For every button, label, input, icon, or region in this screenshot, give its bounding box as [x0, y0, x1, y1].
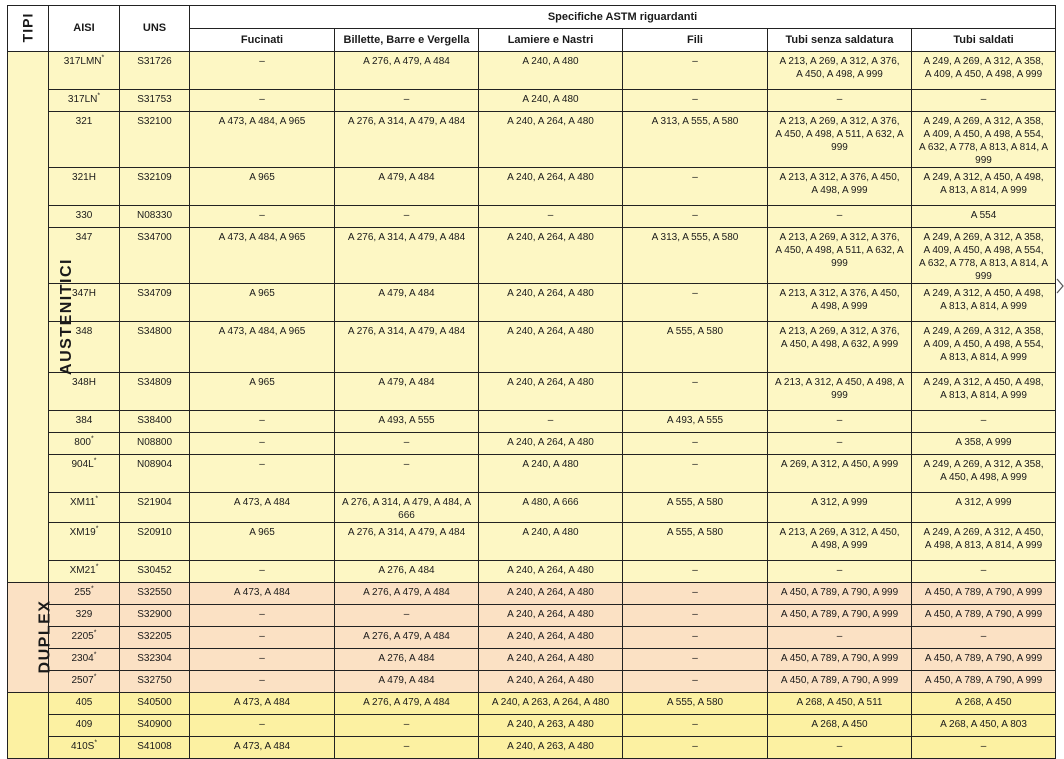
aisi-header: AISI [49, 6, 120, 52]
cell-uns: S32550 [120, 583, 190, 605]
aisi-value: XM19 [69, 527, 96, 538]
table-row [8, 411, 1056, 433]
cell-uns: S34800 [120, 322, 190, 373]
cell-fucinati: – [190, 455, 335, 493]
table-row [8, 90, 1056, 112]
cell-aisi [49, 493, 120, 523]
table-body [8, 52, 1056, 759]
cell-fili: – [623, 206, 768, 228]
cell-fucinati: A 473, A 484 [190, 583, 335, 605]
table-row [8, 433, 1056, 455]
aisi-value: 317LMN [63, 56, 102, 67]
chevron-right-icon [1056, 278, 1064, 294]
cell-fucinati: A 473, A 484, A 965 [190, 322, 335, 373]
cell-tubi-senza-saldatura: – [768, 433, 912, 455]
cell-billette: A 479, A 484 [335, 671, 479, 693]
cell-tubi-senza-saldatura: A 213, A 269, A 312, A 376, A 450, A 498, A 999 [768, 52, 912, 90]
cell-fucinati: A 965 [190, 523, 335, 561]
aisi-value: 317LN [67, 94, 98, 105]
asterisk-mark: * [95, 495, 99, 503]
cell-tubi-senza-saldatura: – [768, 737, 912, 759]
cell-tubi-senza-saldatura: – [768, 206, 912, 228]
cell-lamiere: A 240, A 263, A 480 [479, 737, 623, 759]
cell-billette: A 276, A 314, A 479, A 484 [335, 523, 479, 561]
asterisk-mark: * [95, 563, 99, 571]
cell-tubi-saldati: A 249, A 312, A 450, A 498, A 813, A 814, A 999 [912, 373, 1056, 411]
cell-fucinati: – [190, 52, 335, 90]
aisi-value: 255 [74, 587, 91, 598]
cell-tubi-senza-saldatura: A 213, A 269, A 312, A 450, A 498, A 999 [768, 523, 912, 561]
cell-lamiere: A 240, A 264, A 480 [479, 168, 623, 206]
cell-fucinati: – [190, 715, 335, 737]
cell-fucinati: – [190, 649, 335, 671]
aisi-value: 2205 [71, 631, 94, 642]
cell-fucinati: – [190, 411, 335, 433]
cell-tubi-saldati: A 268, A 450 [912, 693, 1056, 715]
cell-fucinati: – [190, 433, 335, 455]
table-row [8, 561, 1056, 583]
aisi-value: XM21 [69, 565, 96, 576]
cell-lamiere: A 240, A 480 [479, 455, 623, 493]
table-row [8, 168, 1056, 206]
aisi-value: 2304 [71, 653, 94, 664]
asterisk-mark: * [93, 673, 97, 681]
cell-fucinati: – [190, 90, 335, 112]
cell-uns: S32205 [120, 627, 190, 649]
group-austenitici [8, 52, 75, 583]
cell-billette: – [335, 715, 479, 737]
cell-lamiere: A 240, A 480 [479, 523, 623, 561]
cell-tubi-saldati: A 450, A 789, A 790, A 999 [912, 671, 1056, 693]
col-header-lamiere: Lamiere e Nastri [479, 29, 623, 52]
cell-uns: S34809 [120, 373, 190, 411]
table-row [8, 493, 1056, 523]
cell-tubi-senza-saldatura: A 450, A 789, A 790, A 999 [768, 671, 912, 693]
cell-aisi [49, 411, 120, 433]
cell-tubi-saldati: – [912, 411, 1056, 433]
table-row [8, 737, 1056, 759]
cell-fucinati: A 473, A 484, A 965 [190, 112, 335, 168]
table-row [8, 605, 1056, 627]
table-row [8, 373, 1056, 411]
cell-fucinati: A 473, A 484, A 965 [190, 228, 335, 284]
aisi-value: 330 [75, 210, 93, 221]
table-row [8, 627, 1056, 649]
cell-billette: – [335, 737, 479, 759]
cell-fili: – [623, 433, 768, 455]
group-duplex [8, 583, 54, 693]
cell-uns: S32900 [120, 605, 190, 627]
table-row [8, 583, 1056, 605]
cell-tubi-senza-saldatura: A 213, A 312, A 376, A 450, A 498, A 999 [768, 284, 912, 322]
cell-billette: A 276, A 484 [335, 649, 479, 671]
aisi-value: 347H [72, 288, 96, 299]
cell-fucinati: A 473, A 484 [190, 693, 335, 715]
cell-aisi [49, 112, 120, 168]
cell-aisi [49, 433, 120, 455]
aisi-value: 800 [74, 437, 91, 448]
cell-aisi [49, 649, 120, 671]
col-header-tubi-senza-saldatura: Tubi senza saldatura [768, 29, 912, 52]
cell-fucinati: A 965 [190, 168, 335, 206]
cell-tubi-saldati: A 450, A 789, A 790, A 999 [912, 649, 1056, 671]
cell-billette: – [335, 455, 479, 493]
cell-fili: – [623, 605, 768, 627]
cell-fili: – [623, 373, 768, 411]
cell-fucinati: – [190, 561, 335, 583]
cell-tubi-senza-saldatura: A 268, A 450 [768, 715, 912, 737]
col-header-fucinati: Fucinati [190, 29, 335, 52]
cell-aisi [49, 561, 120, 583]
col-header-tubi-saldati: Tubi saldati [912, 29, 1056, 52]
astm-group-header: Specifiche ASTM riguardanti [190, 6, 1056, 29]
cell-tubi-saldati: A 249, A 269, A 312, A 358, A 450, A 498, A 999 [912, 455, 1056, 493]
cell-tubi-saldati: A 249, A 269, A 312, A 358, A 409, A 450, A 498, A 554, A 813, A 814, A 999 [912, 322, 1056, 373]
cell-lamiere: A 240, A 264, A 480 [479, 605, 623, 627]
cell-fucinati: – [190, 671, 335, 693]
cell-aisi [49, 523, 120, 561]
cell-billette: A 276, A 314, A 479, A 484 [335, 228, 479, 284]
aisi-value: 348 [75, 326, 93, 337]
cell-billette: A 276, A 314, A 479, A 484 [335, 322, 479, 373]
cell-billette: A 276, A 314, A 479, A 484 [335, 112, 479, 168]
cell-fili: A 555, A 580 [623, 523, 768, 561]
cell-aisi [49, 693, 120, 715]
cell-uns: S40900 [120, 715, 190, 737]
aisi-value: 384 [75, 415, 93, 426]
cell-tubi-saldati: – [912, 627, 1056, 649]
table-row [8, 693, 1056, 715]
cell-uns: S38400 [120, 411, 190, 433]
cell-billette: A 276, A 314, A 479, A 484, A 666 [335, 493, 479, 523]
col-header-billette: Billette, Barre e Vergella [335, 29, 479, 52]
aisi-value: 348H [72, 377, 96, 388]
cell-uns: S32304 [120, 649, 190, 671]
cell-fucinati: A 473, A 484 [190, 737, 335, 759]
cell-aisi [49, 605, 120, 627]
cell-uns: N08800 [120, 433, 190, 455]
asterisk-mark: * [97, 92, 101, 100]
cell-fucinati: A 965 [190, 284, 335, 322]
cell-lamiere: A 240, A 264, A 480 [479, 561, 623, 583]
cell-billette: – [335, 605, 479, 627]
cell-fili: – [623, 90, 768, 112]
asterisk-mark: * [90, 585, 94, 593]
cell-tubi-saldati: A 358, A 999 [912, 433, 1056, 455]
cell-tubi-saldati: A 450, A 789, A 790, A 999 [912, 583, 1056, 605]
cell-tubi-saldati: A 249, A 269, A 312, A 358, A 409, A 450, A 498, A 999 [912, 52, 1056, 90]
cell-tubi-saldati: – [912, 90, 1056, 112]
cell-tubi-senza-saldatura: A 450, A 789, A 790, A 999 [768, 605, 912, 627]
cell-aisi [49, 52, 120, 90]
cell-fili: – [623, 561, 768, 583]
cell-lamiere: A 240, A 264, A 480 [479, 627, 623, 649]
cell-uns: S40500 [120, 693, 190, 715]
cell-fili: – [623, 715, 768, 737]
cell-fili: A 313, A 555, A 580 [623, 228, 768, 284]
cell-billette: – [335, 433, 479, 455]
table-row [8, 228, 1056, 284]
aisi-value: 329 [75, 609, 93, 620]
cell-lamiere: A 240, A 264, A 480 [479, 228, 623, 284]
asterisk-mark: * [90, 435, 94, 443]
cell-lamiere: A 240, A 264, A 480 [479, 583, 623, 605]
cell-fucinati: – [190, 206, 335, 228]
cell-billette: A 479, A 484 [335, 168, 479, 206]
cell-tubi-saldati: A 268, A 450, A 803 [912, 715, 1056, 737]
table-row [8, 455, 1056, 493]
cell-uns: S31726 [120, 52, 190, 90]
astm-spec-table [7, 5, 1056, 759]
aisi-value: XM11 [69, 497, 96, 508]
cell-aisi [49, 168, 120, 206]
table-row [8, 649, 1056, 671]
asterisk-mark: * [93, 651, 97, 659]
cell-fili: A 493, A 555 [623, 411, 768, 433]
cell-tubi-senza-saldatura: A 213, A 269, A 312, A 376, A 450, A 498, A 632, A 999 [768, 322, 912, 373]
cell-fili: A 313, A 555, A 580 [623, 112, 768, 168]
cell-billette: A 479, A 484 [335, 373, 479, 411]
cell-lamiere: A 240, A 263, A 480 [479, 715, 623, 737]
cell-uns: S21904 [120, 493, 190, 523]
cell-tubi-saldati: A 554 [912, 206, 1056, 228]
cell-fili: – [623, 737, 768, 759]
cell-tubi-saldati: A 249, A 312, A 450, A 498, A 813, A 814, A 999 [912, 168, 1056, 206]
col-header-fili: Fili [623, 29, 768, 52]
table-row [8, 523, 1056, 561]
cell-fucinati: A 473, A 484 [190, 493, 335, 523]
cell-aisi [49, 671, 120, 693]
cell-uns: S32750 [120, 671, 190, 693]
aisi-value: 405 [75, 697, 93, 708]
cell-tubi-saldati: A 249, A 269, A 312, A 450, A 498, A 813, A 814, A 999 [912, 523, 1056, 561]
cell-aisi [49, 373, 120, 411]
cell-uns: N08904 [120, 455, 190, 493]
cell-lamiere: A 240, A 264, A 480 [479, 671, 623, 693]
cell-tubi-senza-saldatura: A 213, A 312, A 450, A 498, A 999 [768, 373, 912, 411]
group-duplex-label: DUPLEX [36, 599, 54, 674]
table-row [8, 715, 1056, 737]
cell-fili: – [623, 649, 768, 671]
uns-header: UNS [120, 6, 190, 52]
cell-tubi-senza-saldatura: A 213, A 312, A 376, A 450, A 498, A 999 [768, 168, 912, 206]
aisi-value: 410S [70, 741, 95, 752]
cell-aisi [49, 715, 120, 737]
cell-tubi-senza-saldatura: – [768, 90, 912, 112]
cell-lamiere: A 240, A 264, A 480 [479, 649, 623, 671]
cell-billette: A 276, A 479, A 484 [335, 627, 479, 649]
cell-aisi [49, 455, 120, 493]
aisi-value: 409 [75, 719, 93, 730]
cell-aisi [49, 206, 120, 228]
table-row [8, 671, 1056, 693]
cell-lamiere: A 480, A 666 [479, 493, 623, 523]
asterisk-mark: * [93, 629, 97, 637]
cell-tubi-senza-saldatura: A 450, A 789, A 790, A 999 [768, 649, 912, 671]
cell-uns: S34700 [120, 228, 190, 284]
table-row [8, 322, 1056, 373]
cell-uns: N08330 [120, 206, 190, 228]
cell-tubi-senza-saldatura: – [768, 411, 912, 433]
cell-fili: A 555, A 580 [623, 322, 768, 373]
cell-billette: A 276, A 479, A 484 [335, 693, 479, 715]
cell-fili: – [623, 168, 768, 206]
table-row [8, 284, 1056, 322]
cell-fili: – [623, 455, 768, 493]
cell-aisi [49, 737, 120, 759]
cell-lamiere: – [479, 411, 623, 433]
aisi-value: 2507 [71, 675, 94, 686]
cell-billette: A 493, A 555 [335, 411, 479, 433]
table-row [8, 112, 1056, 168]
cell-tubi-senza-saldatura: – [768, 561, 912, 583]
cell-tubi-senza-saldatura: A 450, A 789, A 790, A 999 [768, 583, 912, 605]
tipi-header [8, 6, 49, 52]
asterisk-mark: * [95, 525, 99, 533]
cell-fucinati: – [190, 605, 335, 627]
cell-billette: – [335, 90, 479, 112]
cell-uns: S34709 [120, 284, 190, 322]
group-ferritici [8, 693, 49, 759]
table-row [8, 52, 1056, 90]
cell-billette: A 479, A 484 [335, 284, 479, 322]
cell-billette: A 276, A 479, A 484 [335, 52, 479, 90]
cell-uns: S20910 [120, 523, 190, 561]
cell-tubi-senza-saldatura: – [768, 627, 912, 649]
cell-aisi [49, 583, 120, 605]
aisi-value: 347 [75, 232, 93, 243]
cell-aisi [49, 627, 120, 649]
cell-lamiere: A 240, A 264, A 480 [479, 373, 623, 411]
cell-lamiere: A 240, A 264, A 480 [479, 112, 623, 168]
cell-uns: S31753 [120, 90, 190, 112]
asterisk-mark: * [101, 54, 105, 62]
cell-tubi-senza-saldatura: A 268, A 450, A 511 [768, 693, 912, 715]
cell-tubi-saldati: – [912, 561, 1056, 583]
cell-tubi-senza-saldatura: A 312, A 999 [768, 493, 912, 523]
cell-lamiere: A 240, A 264, A 480 [479, 284, 623, 322]
cell-fili: – [623, 627, 768, 649]
cell-tubi-senza-saldatura: A 213, A 269, A 312, A 376, A 450, A 498, A 511, A 632, A 999 [768, 112, 912, 168]
cell-uns: S32109 [120, 168, 190, 206]
aisi-value: 321 [75, 116, 93, 127]
cell-fili: A 555, A 580 [623, 693, 768, 715]
cell-fucinati: A 965 [190, 373, 335, 411]
cell-tubi-saldati: A 312, A 999 [912, 493, 1056, 523]
cell-fili: – [623, 671, 768, 693]
cell-billette: – [335, 206, 479, 228]
cell-tubi-saldati: A 450, A 789, A 790, A 999 [912, 605, 1056, 627]
cell-fili: – [623, 52, 768, 90]
cell-aisi [49, 90, 120, 112]
cell-tubi-saldati: A 249, A 312, A 450, A 498, A 813, A 814, A 999 [912, 284, 1056, 322]
cell-lamiere: A 240, A 263, A 264, A 480 [479, 693, 623, 715]
cell-tubi-saldati: A 249, A 269, A 312, A 358, A 409, A 450, A 498, A 554, A 632, A 778, A 813, A 814, A 999 [912, 228, 1056, 284]
cell-lamiere: A 240, A 480 [479, 90, 623, 112]
cell-tubi-senza-saldatura: A 213, A 269, A 312, A 376, A 450, A 498, A 511, A 632, A 999 [768, 228, 912, 284]
cell-uns: S30452 [120, 561, 190, 583]
cell-billette: A 276, A 484 [335, 561, 479, 583]
table-row [8, 206, 1056, 228]
cell-lamiere: A 240, A 264, A 480 [479, 433, 623, 455]
cell-lamiere: A 240, A 264, A 480 [479, 322, 623, 373]
cell-lamiere: A 240, A 480 [479, 52, 623, 90]
cell-fili: – [623, 284, 768, 322]
aisi-value: 904L [71, 459, 94, 470]
cell-lamiere: – [479, 206, 623, 228]
cell-fili: A 555, A 580 [623, 493, 768, 523]
tipi-header-label: TIPI [19, 12, 36, 43]
cell-billette: A 276, A 479, A 484 [335, 583, 479, 605]
cell-uns: S32100 [120, 112, 190, 168]
cell-tubi-saldati: A 249, A 269, A 312, A 358, A 409, A 450, A 498, A 554, A 632, A 778, A 813, A 814, A 999 [912, 112, 1056, 168]
cell-tubi-saldati: – [912, 737, 1056, 759]
cell-uns: S41008 [120, 737, 190, 759]
cell-tubi-senza-saldatura: A 269, A 312, A 450, A 999 [768, 455, 912, 493]
asterisk-mark: * [93, 457, 97, 465]
cell-fili: – [623, 583, 768, 605]
group-austenitici-label: AUSTENITICI [57, 257, 75, 375]
asterisk-mark: * [94, 739, 98, 747]
cell-fucinati: – [190, 627, 335, 649]
aisi-value: 321H [72, 172, 96, 183]
